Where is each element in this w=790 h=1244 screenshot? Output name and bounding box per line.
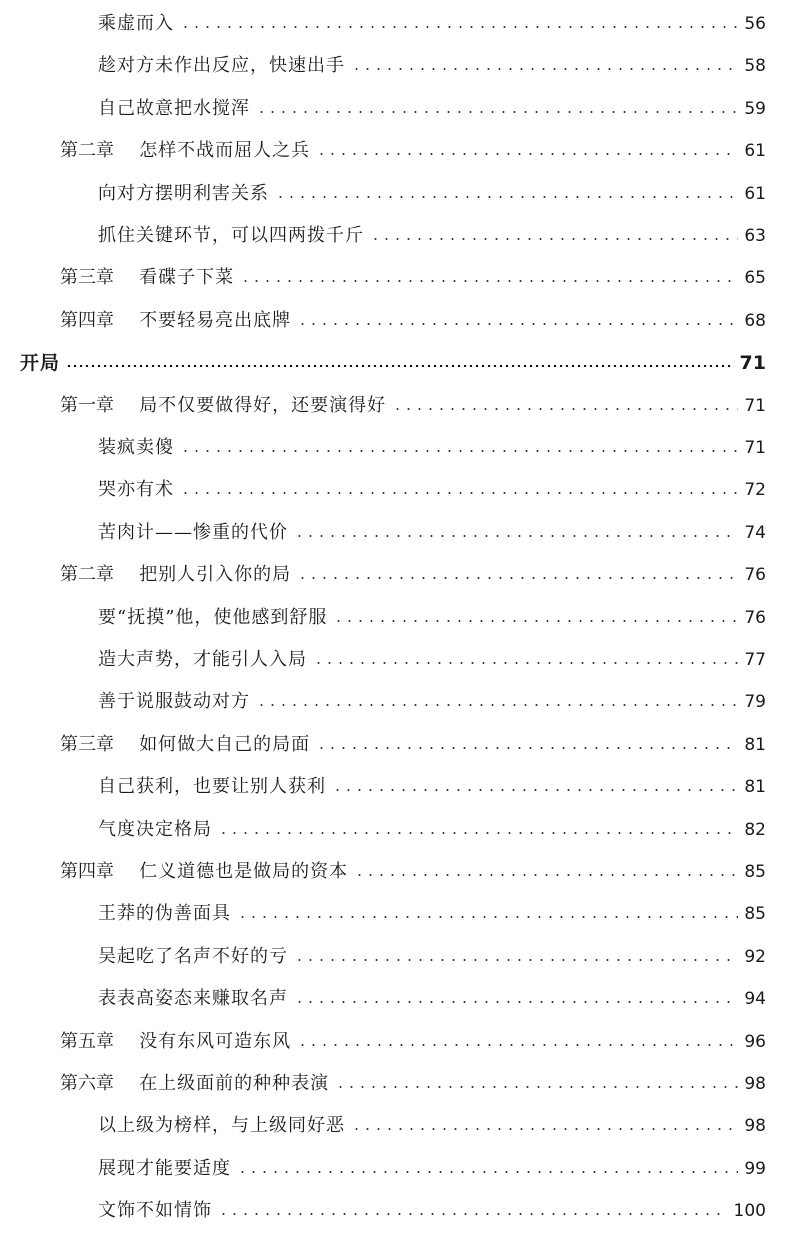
toc-entry-label bbox=[98, 687, 250, 717]
page-number: 96 bbox=[744, 1031, 766, 1052]
dot-leader bbox=[180, 26, 738, 28]
page-number: 99 bbox=[744, 1158, 766, 1179]
dot-leader bbox=[313, 662, 738, 664]
dot-leader bbox=[316, 747, 738, 749]
toc-chapter-entry bbox=[60, 391, 766, 421]
toc-section-entry bbox=[98, 51, 766, 81]
page-number: 61 bbox=[744, 141, 766, 162]
toc-entry-title: 怎样不战而屈人之兵 bbox=[139, 140, 311, 162]
toc-entry-title: 造大声势，才能引人入局 bbox=[98, 649, 307, 670]
toc-section-entry bbox=[98, 221, 766, 251]
toc-entry-label bbox=[98, 51, 345, 81]
toc-entry-label bbox=[98, 475, 174, 505]
toc-entry-title: 自己获利，也要让别人获利 bbox=[98, 776, 326, 798]
chapter-number: 第六章 bbox=[60, 1073, 114, 1094]
toc-entry-label bbox=[98, 94, 250, 124]
toc-entry-title: 表表高姿态来赚取名声 bbox=[98, 988, 288, 1010]
toc-entry-title: 乘虚而入 bbox=[98, 13, 174, 34]
page-number: 61 bbox=[744, 183, 766, 204]
toc-entry-title: 要“抚摸”他，使他感到舒服 bbox=[98, 606, 328, 628]
toc-entry-label bbox=[98, 645, 307, 675]
toc-entry-label bbox=[60, 560, 291, 590]
toc-entry-label bbox=[98, 433, 174, 463]
chapter-number: 第二章 bbox=[60, 140, 114, 162]
toc-section-entry bbox=[98, 475, 766, 505]
page-number: 94 bbox=[744, 989, 766, 1010]
dot-leader bbox=[392, 408, 738, 410]
toc-chapter-entry bbox=[60, 560, 766, 590]
toc-entry-label bbox=[60, 391, 386, 421]
toc-entry-title: 趁对方未作出反应，快速出手 bbox=[98, 55, 345, 77]
toc-section-entry bbox=[98, 772, 766, 802]
toc-entry-label bbox=[98, 518, 288, 548]
dot-leader bbox=[332, 789, 738, 791]
toc-entry-title: 局不仅要做得好，还要演得好 bbox=[139, 394, 387, 416]
toc-chapter-entry bbox=[60, 1069, 766, 1099]
toc-chapter-entry bbox=[60, 306, 766, 336]
toc-entry-title: 仁义道德也是做局的资本 bbox=[139, 861, 349, 882]
toc-section-entry bbox=[98, 518, 766, 548]
toc-entry-label bbox=[98, 9, 174, 39]
chapter-number: 第四章 bbox=[60, 861, 114, 882]
toc-entry-title: 王莽的伪善面具 bbox=[98, 903, 231, 925]
toc-part-entry bbox=[20, 348, 766, 378]
toc-chapter-entry bbox=[60, 136, 766, 166]
dot-leader bbox=[297, 323, 738, 325]
toc-entry-label bbox=[98, 899, 231, 929]
toc-entry-title: 如何做大自己的局面 bbox=[139, 733, 311, 755]
toc-entry-title: 不要轻易亮出底牌 bbox=[139, 309, 292, 331]
toc-entry-label bbox=[98, 942, 288, 972]
toc-section-entry bbox=[98, 984, 766, 1014]
page-number: 98 bbox=[744, 1074, 766, 1094]
toc-section-entry bbox=[98, 603, 766, 633]
page-number: 81 bbox=[744, 777, 766, 798]
chapter-number: 第一章 bbox=[60, 394, 114, 416]
page-number: 71 bbox=[744, 395, 766, 416]
toc-entry-label bbox=[98, 1196, 212, 1226]
page-number: 63 bbox=[744, 226, 766, 246]
page-number: 74 bbox=[744, 522, 766, 543]
toc-entry-title: 自己故意把水搅浑 bbox=[98, 97, 250, 119]
chapter-number: 第五章 bbox=[60, 1030, 114, 1052]
page-number: 71 bbox=[744, 438, 766, 458]
chapter-number: 第三章 bbox=[60, 733, 114, 755]
dot-leader bbox=[66, 365, 734, 367]
page-number: 58 bbox=[744, 56, 766, 77]
dot-leader bbox=[333, 620, 738, 622]
toc-entry-title: 开局 bbox=[20, 352, 61, 375]
toc-entry-title: 没有东风可造东风 bbox=[139, 1030, 292, 1052]
toc-entry-title: 哭亦有术 bbox=[98, 479, 174, 501]
toc-section-entry bbox=[98, 1196, 766, 1226]
toc-entry-label bbox=[60, 306, 291, 336]
dot-leader bbox=[351, 1128, 738, 1130]
dot-leader bbox=[335, 1086, 738, 1088]
toc-section-entry bbox=[98, 645, 766, 675]
dot-leader bbox=[370, 238, 738, 240]
dot-leader bbox=[180, 450, 738, 452]
toc-section-entry bbox=[98, 1154, 766, 1184]
toc-entry-label bbox=[60, 1069, 329, 1099]
dot-leader bbox=[256, 111, 738, 113]
page-number: 92 bbox=[744, 946, 766, 967]
dot-leader bbox=[297, 577, 738, 579]
dot-leader bbox=[294, 535, 738, 537]
page-number: 56 bbox=[744, 14, 766, 34]
toc-entry-label bbox=[98, 1154, 231, 1184]
toc-entry-label bbox=[60, 1027, 291, 1057]
page-number: 82 bbox=[744, 819, 766, 840]
page-number: 85 bbox=[744, 904, 766, 925]
toc-section-entry bbox=[98, 687, 766, 717]
toc-entry-label bbox=[60, 136, 310, 166]
toc-entry-title: 以上级为榜样，与上级同好恶 bbox=[98, 1115, 345, 1137]
page-number: 79 bbox=[744, 692, 766, 713]
page-number: 72 bbox=[744, 480, 766, 501]
page-number: 65 bbox=[744, 268, 766, 289]
toc-section-entry bbox=[98, 899, 766, 929]
page-number: 76 bbox=[744, 565, 766, 586]
toc-chapter-entry bbox=[60, 730, 766, 760]
toc-entry-label bbox=[98, 179, 269, 209]
dot-leader bbox=[240, 280, 738, 282]
toc-section-entry bbox=[98, 815, 766, 845]
page-number: 98 bbox=[744, 1116, 766, 1137]
toc-entry-label bbox=[98, 1111, 345, 1141]
chapter-number: 第三章 bbox=[60, 267, 114, 289]
dot-leader bbox=[294, 1001, 738, 1003]
toc-entry-label bbox=[20, 348, 60, 378]
dot-leader bbox=[275, 196, 738, 198]
toc-entry-title: 苦肉计——惨重的代价 bbox=[98, 521, 288, 543]
toc-section-entry bbox=[98, 942, 766, 972]
toc-entry-title: 把别人引入你的局 bbox=[139, 564, 292, 586]
toc-chapter-entry bbox=[60, 263, 766, 293]
toc-entry-title: 向对方摆明利害关系 bbox=[98, 182, 269, 204]
toc-entry-label bbox=[60, 263, 234, 293]
toc-entry-label bbox=[60, 730, 310, 760]
dot-leader bbox=[354, 874, 738, 876]
toc-entry-title: 展现才能要适度 bbox=[98, 1157, 231, 1179]
toc-entry-title: 看碟子下菜 bbox=[139, 267, 235, 289]
chapter-number: 第四章 bbox=[60, 309, 114, 331]
toc-entry-label bbox=[98, 772, 326, 802]
dot-leader bbox=[256, 704, 738, 706]
dot-leader bbox=[218, 832, 738, 834]
toc-entry-title: 文饰不如情饰 bbox=[98, 1200, 212, 1222]
page-number: 59 bbox=[744, 98, 766, 119]
dot-leader bbox=[237, 1171, 738, 1173]
toc-entry-label bbox=[98, 603, 327, 633]
toc-section-entry bbox=[98, 1111, 766, 1141]
toc-entry-title: 善于说服鼓动对方 bbox=[98, 691, 250, 713]
toc-chapter-entry bbox=[60, 857, 766, 887]
chapter-number: 第二章 bbox=[60, 564, 114, 586]
toc-entry-label bbox=[60, 857, 348, 887]
toc-section-entry bbox=[98, 179, 766, 209]
dot-leader bbox=[180, 492, 738, 494]
toc-entry-title: 在上级面前的种种表演 bbox=[139, 1073, 330, 1094]
toc-section-entry bbox=[98, 9, 766, 39]
page-number: 68 bbox=[744, 310, 766, 331]
page-number: 81 bbox=[744, 734, 766, 755]
toc-entry-title: 装疯卖傻 bbox=[98, 437, 174, 458]
dot-leader bbox=[297, 1044, 738, 1046]
toc-entry-label bbox=[98, 221, 364, 251]
toc-entry-label bbox=[98, 984, 288, 1014]
dot-leader bbox=[237, 916, 738, 918]
toc-entry-title: 气度决定格局 bbox=[98, 818, 212, 840]
dot-leader bbox=[351, 68, 738, 70]
dot-leader bbox=[294, 959, 738, 961]
toc-section-entry bbox=[98, 94, 766, 124]
page-number: 76 bbox=[744, 607, 766, 628]
page-number: 100 bbox=[733, 1201, 766, 1222]
dot-leader bbox=[316, 153, 738, 155]
toc-entry-title: 吴起吃了名声不好的亏 bbox=[98, 945, 288, 967]
toc-section-entry bbox=[98, 433, 766, 463]
dot-leader bbox=[218, 1213, 728, 1215]
toc-chapter-entry bbox=[60, 1027, 766, 1057]
page-number: 85 bbox=[744, 862, 766, 882]
toc-entry-label bbox=[98, 815, 212, 845]
page-number: 77 bbox=[744, 650, 766, 670]
page-number: 71 bbox=[739, 352, 766, 375]
toc-entry-title: 抓住关键环节，可以四两拨千斤 bbox=[98, 225, 364, 246]
